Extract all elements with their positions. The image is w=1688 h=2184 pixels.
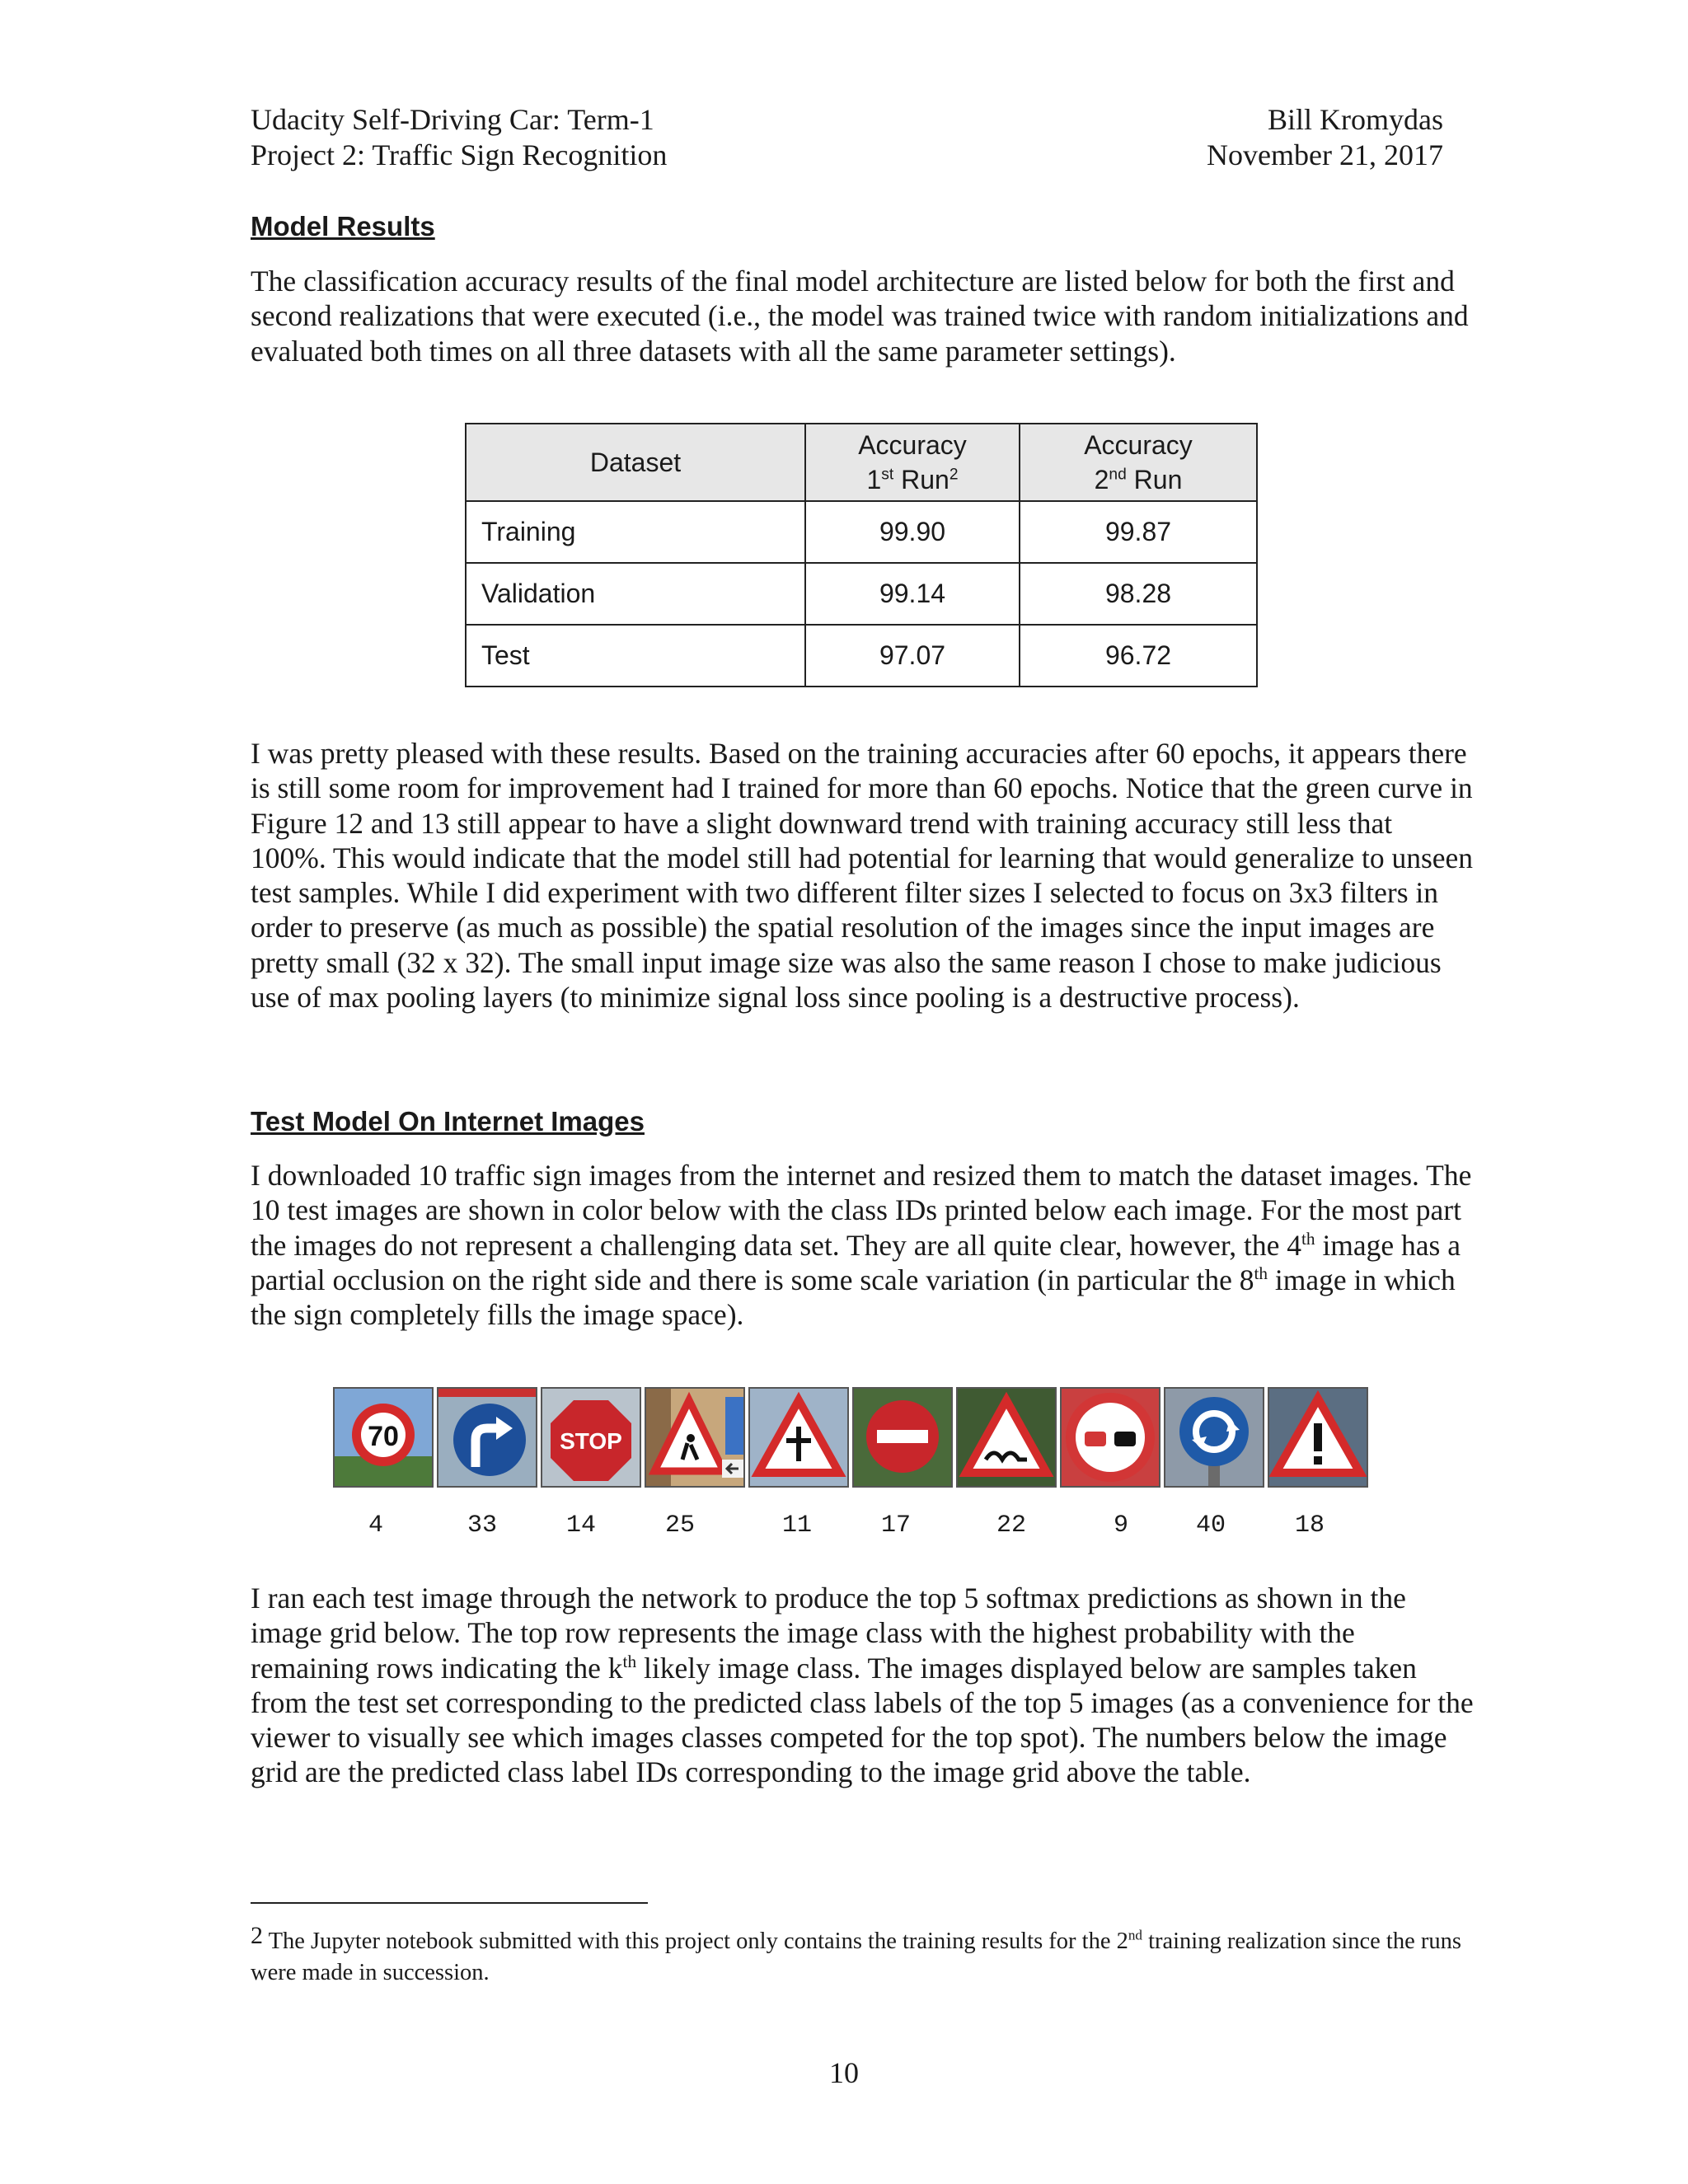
test-image-tile — [956, 1387, 1057, 1488]
table-header-row — [466, 424, 1257, 501]
run2-header-line1: Accuracy — [1084, 430, 1193, 460]
run2-header-line2: 2nd Run — [1094, 465, 1183, 494]
test-image-tile — [1164, 1387, 1264, 1488]
bumpy-road-sign-icon — [958, 1389, 1055, 1486]
running-header-right — [1207, 102, 1443, 173]
class-id-label: 18 — [1295, 1511, 1325, 1540]
model-results-intro: The classification accuracy results of the final model architecture are listed below for both the first and second realizations that were executed (i.e., the model was trained twice with random initializations and evaluated both times on all three datasets with all the same parameter settings). — [251, 265, 1469, 368]
test-image-tile — [437, 1387, 537, 1488]
run1-header-line2: 1st Run$^2$ — [866, 465, 959, 494]
table-row — [466, 501, 1257, 563]
test-image-tile — [645, 1387, 745, 1488]
no-passing-sign-icon — [1062, 1389, 1159, 1486]
footnote: 2 The Jupyter notebook submitted with this project only contains the training results for the 2nd training realization since the runs were made in succession. — [251, 1922, 1461, 1985]
model-results-heading: Model Results — [251, 211, 435, 241]
test-image-tile — [852, 1387, 953, 1488]
class-id-label: 33 — [467, 1511, 498, 1540]
author-name: Bill Kromydas — [1268, 103, 1443, 136]
run2-accuracy-cell: 98.28 — [1020, 563, 1257, 625]
run1-accuracy-cell: 99.90 — [805, 501, 1020, 563]
class-id-label: 14 — [566, 1511, 597, 1540]
page-number: 10 — [829, 2056, 859, 2089]
footnote-separator — [251, 1902, 648, 1904]
run2-accuracy-cell: 99.87 — [1020, 501, 1257, 563]
class-id-label: 25 — [665, 1511, 696, 1540]
run1-column-header — [805, 424, 1020, 501]
class-id-label: 4 — [368, 1511, 384, 1540]
test-image-tile — [333, 1387, 434, 1488]
footnote-reference: 2 — [949, 466, 959, 484]
class-id-label: 9 — [1114, 1511, 1129, 1540]
test-image-tile — [748, 1387, 849, 1488]
course-title: Udacity Self-Driving Car: Term-1 — [251, 103, 654, 136]
results-discussion: I was pretty pleased with these results. Based on the training accuracies after 60 epochs, it appears there is still some room for improvement had I trained for more than 60 epochs. Notice that the green curve in Figure 12 and 13 still appear to have a slight downward trend with training accuracy still less that 100%. This would indicate that the model still had potential for learning that would generalize to unseen test samples. While I did experiment with two different filter sizes I selected to focus on 3x3 filters in order to preserve (as much as possible) the spatial resolution of the images since the input images are pretty small (32 x 32). The small input image size was also the same reason I chose to make judicious use of max pooling layers (to minimize signal loss since pooling is a destructive process). — [251, 737, 1474, 1015]
test-image-tile — [541, 1387, 641, 1488]
internet-images-heading: Test Model On Internet Images — [251, 1106, 645, 1137]
document-date: November 21, 2017 — [1207, 138, 1443, 171]
test-image-strip — [333, 1387, 1368, 1488]
running-header-left — [251, 102, 667, 173]
dataset-name-cell: Training — [466, 501, 805, 563]
run2-column-header — [1020, 424, 1257, 501]
internet-images-intro: I downloaded 10 traffic sign images from the internet and resized them to match the dataset images. The 10 test images are shown in color below with the class IDs printed below each image. For the most part the images do not represent a challenging data set. They are all quite clear, however, the 4th image has a partial occlusion on the right side and there is some scale variation (in particular the 8th image in which the sign completely fills the image space). — [251, 1159, 1472, 1332]
run2-accuracy-cell: 96.72 — [1020, 625, 1257, 687]
softmax-description: I ran each test image through the network to produce the top 5 softmax predictions as shown in the image grid below. The top row represents the image class with the highest probability with the remaining rows indicating the $k^{th}$ likely image class. The images displayed below are samples taken from the test set corresponding to the predicted class labels of the top 5 images (as a convenience for the viewer to visually see which images classes competed for the top spot). The numbers below the image grid are the predicted class label IDs corresponding to the image grid above the table. — [251, 1582, 1474, 1789]
run1-accuracy-cell: 97.07 — [805, 625, 1020, 687]
table-row — [466, 563, 1257, 625]
svg-text:STOP: STOP — [560, 1428, 622, 1454]
dataset-name-cell: Test — [466, 625, 805, 687]
roundabout-sign-icon — [1165, 1389, 1263, 1486]
run1-header-line1: Accuracy — [858, 430, 967, 460]
class-id-label: 17 — [881, 1511, 912, 1540]
dataset-column-header: Dataset — [466, 424, 805, 501]
right-of-way-sign-icon — [750, 1389, 847, 1486]
stop-sign-icon — [542, 1389, 640, 1486]
accuracy-table — [465, 423, 1258, 687]
no-entry-sign-icon — [854, 1389, 951, 1486]
road-work-sign-icon — [646, 1389, 743, 1486]
project-title: Project 2: Traffic Sign Recognition — [251, 138, 668, 171]
turn-right-ahead-sign-icon — [438, 1389, 536, 1486]
test-image-tile — [1268, 1387, 1368, 1488]
general-caution-sign-icon — [1269, 1389, 1367, 1486]
table-row — [466, 625, 1257, 687]
class-id-label: 40 — [1196, 1511, 1226, 1540]
dataset-name-cell: Validation — [466, 563, 805, 625]
class-id-label: 22 — [996, 1511, 1027, 1540]
test-image-tile — [1060, 1387, 1160, 1488]
svg-text:70: 70 — [368, 1421, 399, 1452]
footnote-mark: 2 — [251, 1922, 263, 1949]
class-id-label: 11 — [782, 1511, 813, 1540]
run1-accuracy-cell: 99.14 — [805, 563, 1020, 625]
speed-limit-70-sign-icon — [335, 1389, 432, 1486]
